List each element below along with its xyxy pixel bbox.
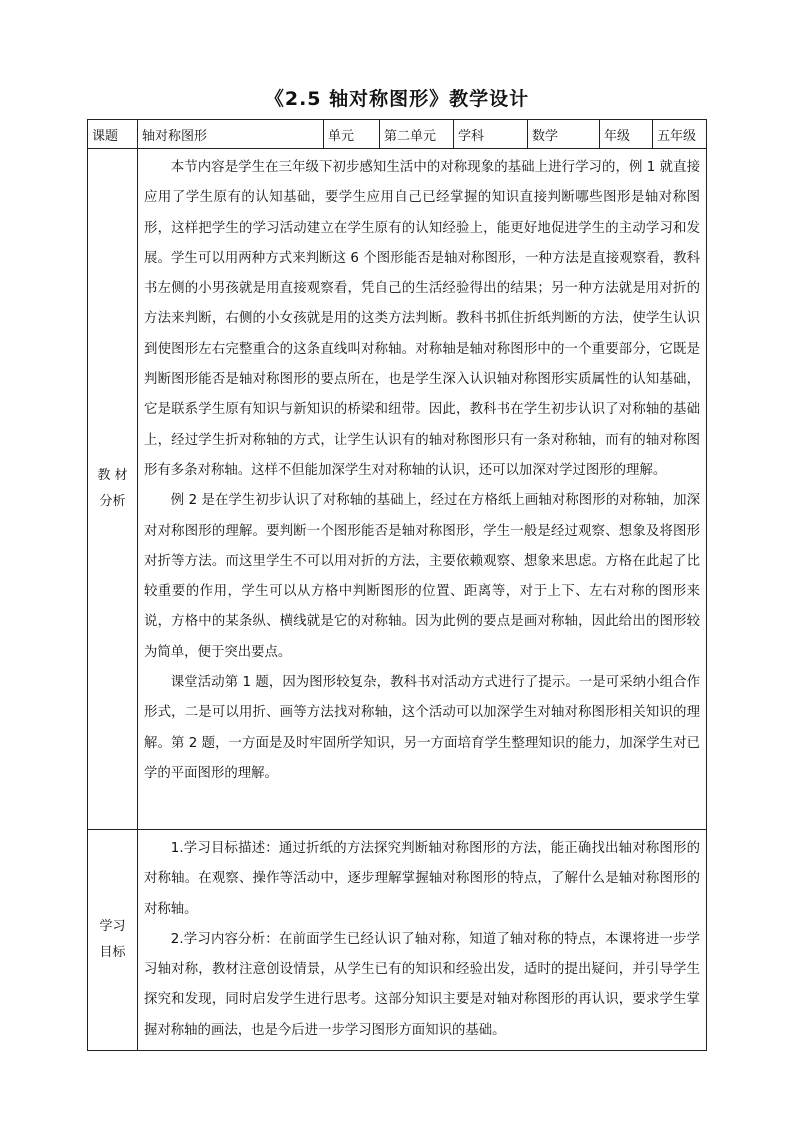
header-row <box>88 120 707 149</box>
analysis-row <box>88 149 707 830</box>
grade-label: 年级 <box>600 120 653 149</box>
unit-value: 第二单元 <box>380 120 454 149</box>
goals-paragraph: 1.学习目标描述：通过折纸的方法探究判断轴对称图形的方法，能正确找出轴对称图形的对称轴。在观察、操作等活动中，逐步理解掌握轴对称图形的特点，了解什么是轴对称图形的对称轴。 <box>144 841 700 917</box>
analysis-content <box>138 149 707 830</box>
grade-value: 五年级 <box>653 120 707 149</box>
goals-label-line2: 目标 <box>99 945 126 961</box>
subject-value: 数学 <box>528 120 600 149</box>
topic-value: 轴对称图形 <box>138 120 324 149</box>
goals-paragraph: 2.学习内容分析：在前面学生已经认识了轴对称，知道了轴对称的特点，本课将进一步学习轴对称，教材注意创设情景，从学生已有的知识和经验出发，适时的提出疑问，并引导学生探究和发现，同时启发学生进行思考。这部分知识主要是对轴对称图形的再认识，要求学生掌握对称轴的画法，也是今后进一步学习图形方面知识的基础。 <box>144 931 700 1038</box>
goals-label <box>88 830 138 1051</box>
topic-label: 课题 <box>88 120 138 149</box>
analysis-paragraph: 本节内容是学生在三年级下初步感知生活中的对称现象的基础上进行学习的，例 1 就直接应用了学生原有的认知基础，要学生应用自己已经掌握的知识直接判断哪些图形是轴对称图形，这样把学生的学习活动建立在学生原有的认知经验上，能更好地促进学生的主动学习和发展。学生可以用两种方式来判断这 6 个图形能否是轴对称图形，一种方法是直接观察看，教科书左侧的小男孩就是用直接观察看，凭自己的生活经验得出的结果；另一种方法就是用对折的方法来判断，右侧的小女孩就是用的这类方法判断。教科书抓住折纸判断的方法，使学生认识到使图形左右完整重合的这条直线叫对称轴。对称轴是轴对称图形中的一个重要部分，它既是判断图形能否是轴对称图形的要点所在，也是学生深入认识轴对称图形实质属性的认知基础，它是联系学生原有知识与新知识的桥梁和纽带。因此，教科书在学生初步认识了对称轴的基础上，经过学生折对称轴的方式，让学生认识有的轴对称图形只有一条对称轴，而有的轴对称图形有多条对称轴。这样不但能加深学生对对称轴的认识，还可以加深对学过图形的理解。 <box>144 160 700 478</box>
goals-row <box>88 830 707 1051</box>
analysis-paragraph: 例 2 是在学生初步认识了对称轴的基础上，经过在方格纸上画轴对称图形的对称轴，加深对对称图形的理解。要判断一个图形能否是轴对称图形，学生一般是经过观察、想象及将图形对折等方法。而这里学生不可以用对折的方法，主要依赖观察、想象来思虑。方格在此起了比较重要的作用，学生可以从方格中判断图形的位置、距离等，对于上下、左右对称的图形来说，方格中的某条纵、横线就是它的对称轴。因为此例的要点是画对称轴，因此给出的图形较为简单，便于突出要点。 <box>144 493 700 660</box>
analysis-paragraph: 课堂活动第 1 题，因为图形较复杂，教科书对活动方式进行了提示。一是可采纳小组合作形式，二是可以用折、画等方法找对称轴，这个活动可以加深学生对轴对称图形相关知识的理解。第 2 题，一方面是及时牢固所学知识，另一方面培育学生整理知识的能力，加深学生对已学的平面图形的理解。 <box>144 675 700 781</box>
subject-label: 学科 <box>454 120 528 149</box>
analysis-label-line1: 教 材 <box>97 468 128 483</box>
goals-label-line1: 学习 <box>99 919 126 935</box>
analysis-label-line2: 分析 <box>99 494 126 509</box>
analysis-label <box>88 149 138 830</box>
unit-label: 单元 <box>324 120 380 149</box>
goals-content <box>138 830 707 1051</box>
document-title: 《2.5 轴对称图形》教学设计 <box>264 88 530 110</box>
lesson-plan-table <box>87 119 707 1051</box>
